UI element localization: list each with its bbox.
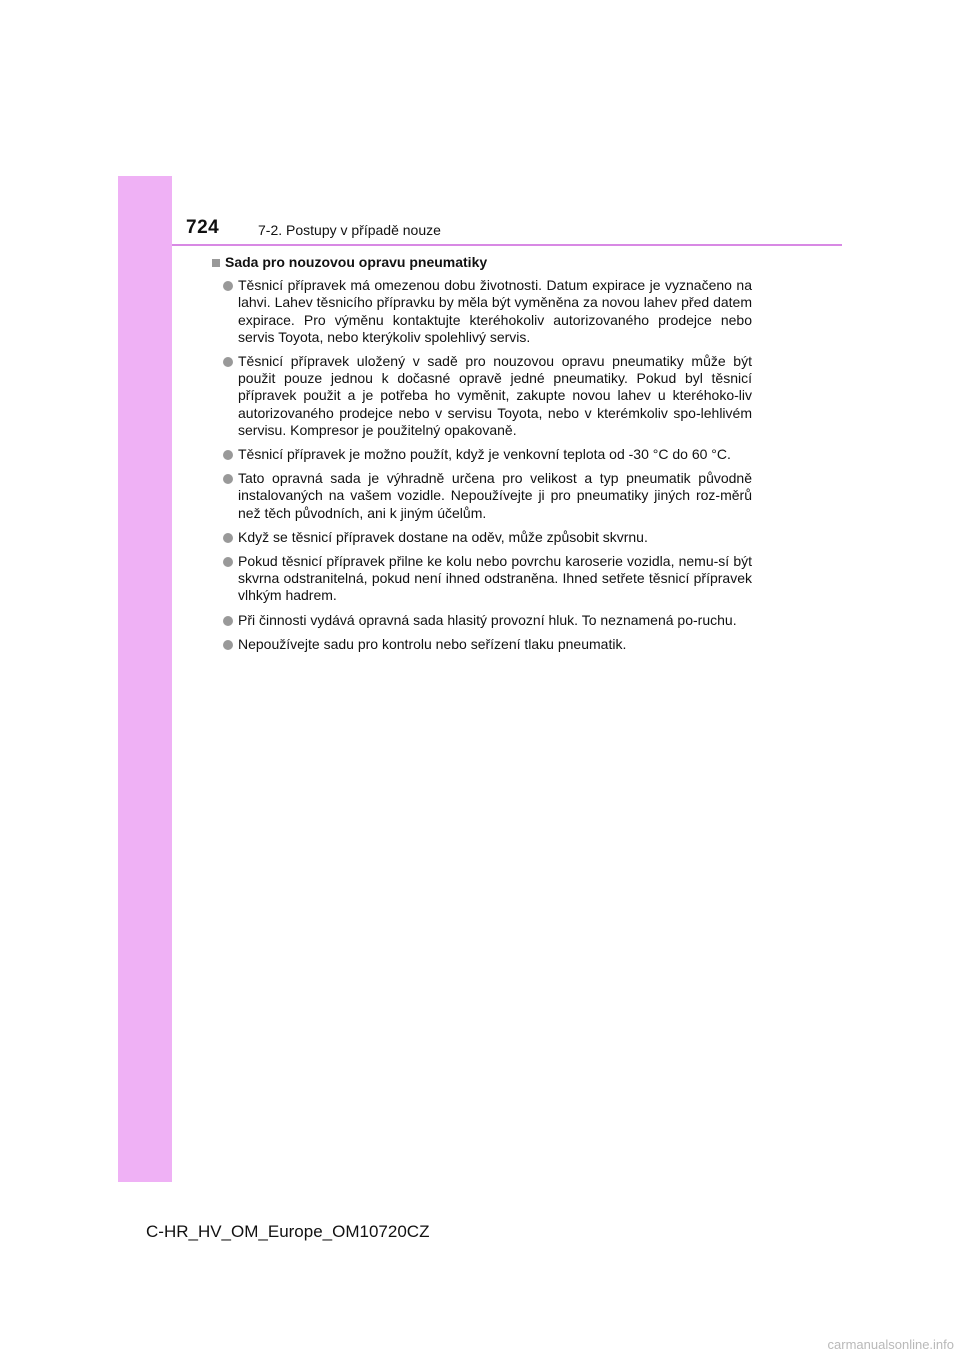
list-item-text: Tato opravná sada je výhradně určena pro velikost a typ pneumatik původně instalovaných na vašem vozidle. Nepoužívejte ji pro pneumatiky jiných roz-měrů než těch původních, ani k jiným účelům. <box>238 470 752 521</box>
section-heading <box>212 254 752 271</box>
circle-bullet-icon <box>223 533 233 543</box>
main-content <box>212 254 752 660</box>
section-heading-text: Sada pro nouzovou opravu pneumatiky <box>225 254 488 270</box>
list-item-text: Když se těsnicí přípravek dostane na oděv, může způsobit skvrnu. <box>238 528 648 545</box>
list-item <box>212 470 752 522</box>
circle-bullet-icon <box>223 450 233 460</box>
watermark-logo-text: carmanualsonline.info <box>827 1337 954 1352</box>
list-item <box>212 277 752 346</box>
circle-bullet-icon <box>223 474 233 484</box>
chapter-sidebar-tab <box>118 176 172 1182</box>
list-item <box>212 612 752 629</box>
circle-bullet-icon <box>223 557 233 567</box>
list-item <box>212 446 752 463</box>
section-title: 7-2. Postupy v případě nouze <box>258 222 441 238</box>
list-item <box>212 553 752 605</box>
list-item <box>212 636 752 653</box>
page-number: 724 <box>186 217 220 238</box>
list-item-text: Při činnosti vydává opravná sada hlasitý provozní hluk. To neznamená po-ruchu. <box>238 611 737 628</box>
list-item-text: Nepoužívejte sadu pro kontrolu nebo seřízení tlaku pneumatik. <box>238 635 627 652</box>
circle-bullet-icon <box>223 616 233 626</box>
circle-bullet-icon <box>223 640 233 650</box>
list-item-text: Těsnicí přípravek uložený v sadě pro nouzovou opravu pneumatiky může být použit pouze jednou k dočasné opravě jedné pneumatiky. Pokud byl těsnicí přípravek použit a je potřeba ho vyměnit, zakupte novou lahev u kteréhoko-liv autorizovaného prodejce nebo v servisu Toyota, nebo v kterémkoliv spo-lehlivém servisu. Kompresor je použitelný opakovaně. <box>238 353 752 438</box>
list-item <box>212 353 752 439</box>
square-bullet-icon <box>212 259 220 267</box>
list-item-text: Pokud těsnicí přípravek přilne ke kolu nebo povrchu karoserie vozidla, nemu-sí být skvrna odstranitelná, pokud není ihned odstraněna. Ihned setřete těsnicí přípravek vlhkým hadrem. <box>238 553 752 604</box>
circle-bullet-icon <box>223 357 233 367</box>
document-code: C-HR_HV_OM_Europe_OM10720CZ <box>146 1222 430 1241</box>
list-item <box>212 529 752 546</box>
circle-bullet-icon <box>223 281 233 291</box>
list-item-text: Těsnicí přípravek má omezenou dobu životnosti. Datum expirace je vyznačeno na lahvi. Lahev těsnicího přípravku by měla být vyměněna za novou lahev před datem expirace. Pro výměnu kontaktujte kteréhokoliv autorizovaného prodejce nebo servis Toyota, nebo kterýkoliv spolehlivý servis. <box>238 277 752 345</box>
list-item-text: Těsnicí přípravek je možno použít, když je venkovní teplota od -30 °C do 60 °C. <box>238 446 731 463</box>
header-divider <box>172 244 842 246</box>
